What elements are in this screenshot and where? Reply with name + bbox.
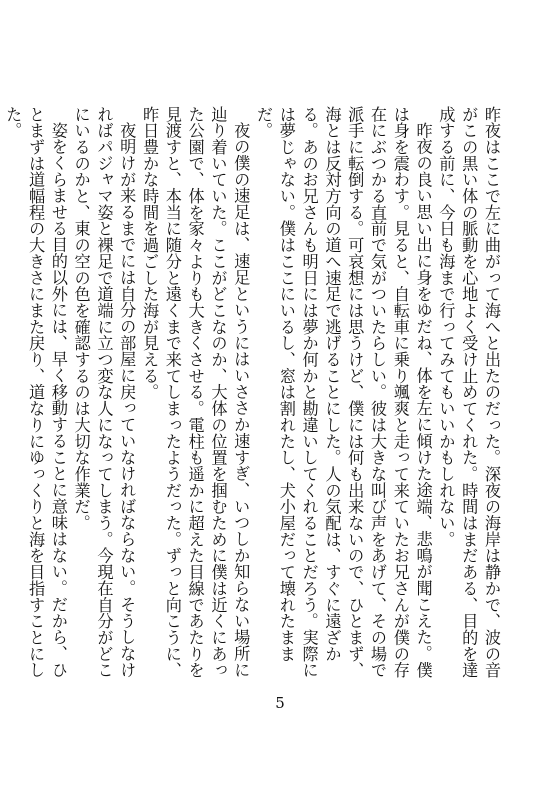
paragraph: 夜明けが来るまでには自分の部屋に戻っていなければならない。そうしなければパジャマ姿と裸足で道端に立つ変な人になってしまう。今現在自分がどこにいるのかと、東の空の色を確認するのは大切な作業だ。 <box>71 106 137 679</box>
paragraph: 昨夜はここで左に曲がって海へと出たのだった。深夜の海岸は静かで、波の音がこの黒い体の脈動を心地よく受け止めてくれた。時間はまだある、目的を達成する前に、今日も海まで行ってみてもいいかもしれない。 <box>436 106 501 679</box>
paragraph: 夜の僕の速足は、速足というにはいささか速すぎ、いつしか知らない場所に辿り着いていた。ここがどこなのか、大体の位置を掴むために僕は近くにあった公園で、体を家々よりも大きくさせる。電柱も遥かに超えた目線であたりを見渡すと、本当に随分と遠くまで来てしまったようだった。ずっと向こうに、昨日豊かな時間を過ごした海が見える。 <box>140 106 251 679</box>
vertical-text-body <box>3 106 502 693</box>
page-number: 5 <box>275 694 285 712</box>
paragraph: 姿をくらませる目的以外には、早く移動することに意味はない。だから、ひとまずは道幅程の大きさにまた戻り、道なりにゆっくりと海を目指すことにした。 <box>3 106 68 679</box>
paragraph: 昨夜の良い思い出に身をゆだね、体を左に傾けた途端、悲鳴が聞こえた。僕は身を震わす。見ると、自転車に乗り颯爽と走って来ていたお兄さんが僕の存在にぶつかる直前で気がついたらしい。彼は大きな叫び声をあげて、その場で派手に転倒する。可哀想には思うけど、僕には何も出来ないので、ひとまず、海とは反対方向の道へ速足で逃げることにした。人の気配は、すぐに遠ざかる。あのお兄さんも明日には夢か何かと勘違いしてくれることだろう。実際には夢じゃない。僕はここにいるし、窓は割れたし、犬小屋だって壊れたままだ。 <box>254 106 433 679</box>
